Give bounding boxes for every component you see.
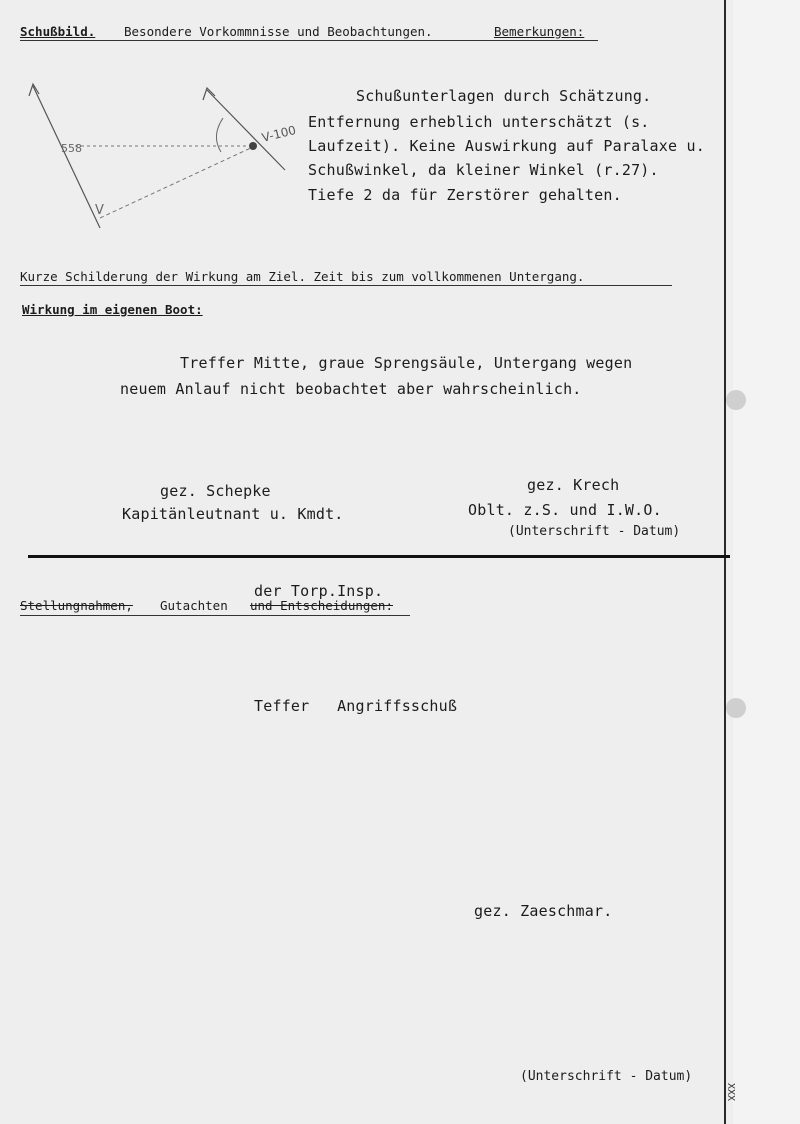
sketch-label-v: V-100 <box>260 122 298 145</box>
section-divider <box>28 555 730 558</box>
remark-line-4: Schußwinkel, da kleiner Winkel (r.27). <box>308 161 659 179</box>
sketch-label-v-lower: V <box>95 203 104 218</box>
heading-schussbild: Schußbild. <box>20 24 96 39</box>
punch-hole-top <box>726 390 746 410</box>
sketch-torpedo-track <box>100 146 255 218</box>
inspection-heading-rule <box>20 615 410 616</box>
remark-line-1: Schußunterlagen durch Schätzung. <box>356 87 652 105</box>
heading-effect-on-target: Kurze Schilderung der Wirkung am Ziel. Zeit bis zum vollkommenen Untergang. <box>20 269 585 284</box>
inspection-heading-struck-2: und Entscheidungen: <box>250 598 393 613</box>
effect-text-line-1: Treffer Mitte, graue Sprengsäule, Untergang wegen <box>180 354 633 372</box>
sketch-target-point <box>249 142 257 150</box>
remark-line-2: Entfernung erheblich unterschätzt (s. <box>308 113 650 131</box>
inspection-verdict: Teffer Angriffsschuß <box>254 697 458 715</box>
right-margin-line <box>724 0 726 1124</box>
signature-left-title: Kapitänleutnant u. Kmdt. <box>122 505 344 523</box>
heading-vorkommnisse: Besondere Vorkommnisse und Beobachtungen. <box>124 24 433 39</box>
signature-right-name: gez. Krech <box>527 476 620 494</box>
remark-line-3: Laufzeit). Keine Auswirkung auf Paralaxe u. <box>308 137 705 155</box>
margin-strip <box>733 0 800 1124</box>
inspection-signature: gez. Zaeschmar. <box>474 902 613 920</box>
shot-sketch-diagram <box>25 78 315 238</box>
inspection-caption: (Unterschrift - Datum) <box>520 1069 693 1084</box>
signature-left-name: gez. Schepke <box>160 482 271 500</box>
inspection-heading-struck-1: Stellungnahmen, <box>20 598 133 613</box>
signature-right-title: Oblt. z.S. und I.W.O. <box>468 501 662 519</box>
sketch-arrowhead-right <box>203 88 215 100</box>
sketch-course-line <box>33 86 100 228</box>
signature-right-caption: (Unterschrift - Datum) <box>508 524 681 539</box>
heading-own-boat: Wirkung im eigenen Boot: <box>22 302 203 317</box>
punch-hole-bottom <box>726 698 746 718</box>
remark-line-5: Tiefe 2 da für Zerstörer gehalten. <box>308 186 622 204</box>
effect-text-line-2: neuem Anlauf nicht beobachtet aber wahrscheinlich. <box>120 380 582 398</box>
inspection-inserted-text: der Torp.Insp. <box>254 582 384 600</box>
sketch-label-left: 558 <box>61 142 82 155</box>
header-rule <box>20 40 598 41</box>
inspection-heading-mid: Gutachten <box>160 598 228 613</box>
heading-bemerkungen: Bemerkungen: <box>494 24 585 39</box>
side-margin-mark: XXX <box>725 1083 736 1102</box>
effect-heading-rule <box>20 285 672 286</box>
sketch-angle-arc <box>216 118 223 152</box>
